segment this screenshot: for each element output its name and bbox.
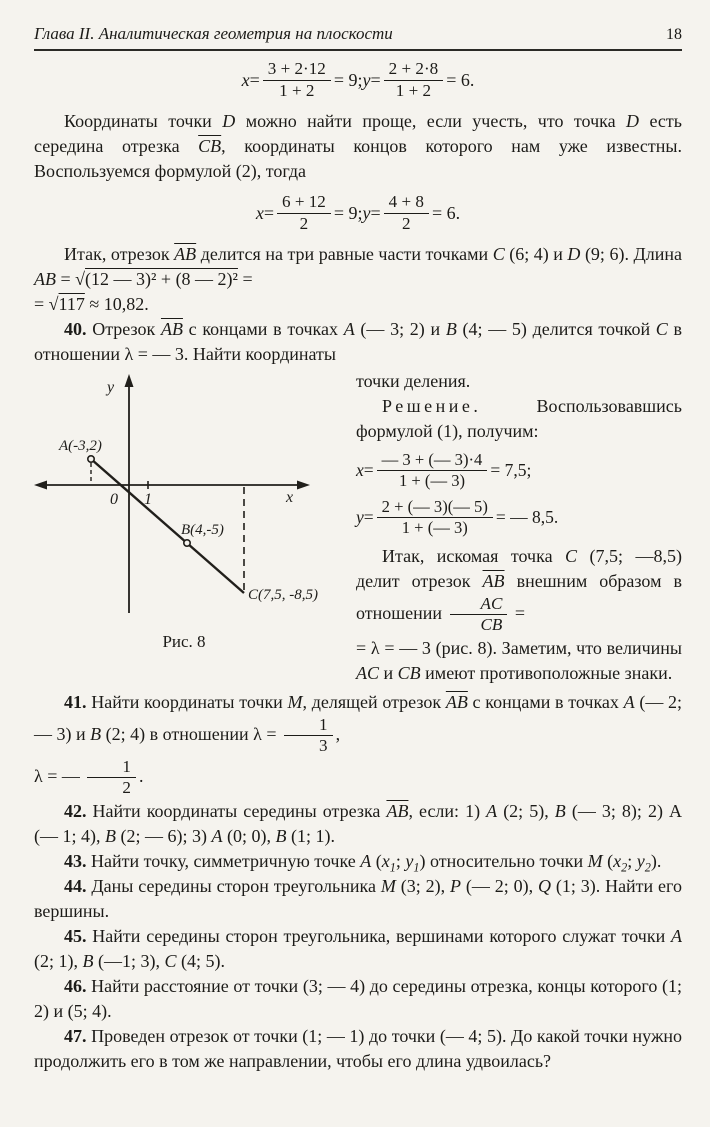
- paragraph-segment-length: Итак, отрезок $\overline{AB}$ делится на три равные части точками C (6; 4) и D (9; 6). Длина AB = √(12 — 3)² + (8 — 2)² = = √117 ≈ 10,82.: [34, 244, 682, 314]
- figure-and-solution-columns: [34, 369, 682, 686]
- point-c-label: C(7,5, -8,5): [248, 587, 318, 603]
- problem-43: 43. Найти точку, симметричную точке A ($x_1$; $y_1$) относительно точки M ($x_2$; $y_2$).: [64, 850, 662, 875]
- unit-label: 1: [144, 491, 152, 508]
- point-a-marker: [88, 456, 94, 462]
- x-axis-label: x: [286, 489, 294, 506]
- problem-42: 42. Найти координаты середины отрезка $\overline{AB}$, если: 1) A (2; 5), B (— 3; 8); 2) А (— 1; 4), B (2; — 6); 3) A (0; 0), B (1; 1).: [34, 800, 682, 846]
- formula-division-ratio: x = $\frac{3 + 2\cdot 12}{1 + 2}$ = 9; y = $\frac{2 + 2\cdot 8}{1 + 2}$ = 6.: [241, 59, 475, 100]
- problem-47: 47. Проведен отрезок от точки (1; — 1) до точки (— 4; 5). До какой точки нужно продолжить его в том же направлении, чтобы его длина удвоилась?: [34, 1025, 683, 1071]
- problem-44: 44. Даны середины сторон треугольника M (3; 2), P (— 2; 0), Q (1; 3). Найти его вершины.: [34, 875, 682, 921]
- problem-46: 46. Найти расстояние от точки (3; — 4) до середины отрезка, концы которого (1; 2) и (5; 4).: [34, 975, 683, 1021]
- solution-intro: Решение. Воспользовавшись формулой (1), получим:: [356, 396, 682, 441]
- point-b-label: B(4,-5): [181, 522, 224, 538]
- running-header: [34, 24, 682, 51]
- problem-45: 45. Найти середины сторон треугольника, вершинами которого служат точки A (2; 1), B (—1; 3), C (4; 5).: [34, 925, 683, 971]
- solution-formula-y: y = $\frac{2 + (— 3)(— 5)}{1 + (— 3)}$ = — 8,5.: [356, 496, 559, 537]
- problem-40: 40. Отрезок $\overline{AB}$ с концами в точках A (— 3; 2) и B (4; — 5) делится точкой C в отношении λ = — 3. Найти координаты: [34, 319, 683, 364]
- page-number: 18: [666, 26, 682, 43]
- figure-caption: Рис. 8: [162, 632, 206, 651]
- point-a-label: A(-3,2): [59, 438, 102, 454]
- y-axis-arrow-icon: [125, 374, 134, 387]
- x-axis-arrow-left-icon: [34, 481, 47, 490]
- solution-column: [356, 369, 682, 686]
- problem-41: 41. Найти координаты точки M, делящей отрезок $\overline{AB}$ с концами в точках A (— 2; — 3) и B (2; 4) в отношении λ = $\frac{1}{3}$ , λ = — $\frac{1}{2}$ .: [34, 691, 683, 798]
- figure-column: [34, 369, 356, 686]
- x-axis-arrow-right-icon: [297, 481, 310, 490]
- solution-conclusion: Итак, искомая точка C (7,5; —8,5) делит отрезок $\overline{AB}$ внешним образом в отношении $\frac{AC}{CB}$ = = λ = — 3 (рис. 8). Заметим, что величины AC и CB имеют противоположные знаки.: [356, 545, 682, 683]
- figure-8: [34, 373, 356, 652]
- chapter-title: Глава II. Аналитическая геометрия на плоскости: [34, 24, 393, 43]
- problem-40-continuation: точки деления.: [356, 371, 471, 391]
- figure-8-plot: [34, 373, 352, 625]
- origin-label: 0: [110, 491, 118, 508]
- y-axis-label: y: [107, 379, 115, 396]
- paragraph-point-d: Координаты точки D можно найти проще, если учесть, что точка D есть середина отрезка $\overline{CB}$, координаты концов которого нам уже известны. Воспользуемся формулой (2), тогда: [34, 111, 683, 181]
- formula-midpoint: x = $\frac{6 + 12}{2}$ = 9; y = $\frac{4 + 8}{2}$ = 6.: [255, 192, 461, 233]
- solution-formula-x: x = $\frac{— 3 + (— 3)\cdot 4}{1 + (— 3)}$ = 7,5;: [356, 450, 532, 490]
- point-b-marker: [184, 540, 190, 546]
